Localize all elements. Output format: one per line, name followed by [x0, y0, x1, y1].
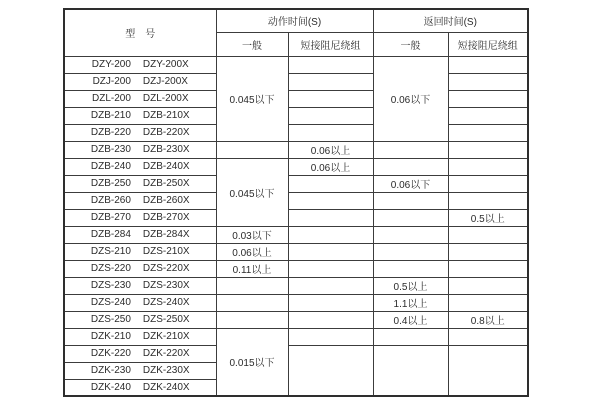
model-name-x: DZJ-200X: [142, 76, 188, 87]
return-damping-cell: [448, 56, 528, 73]
return-damping-cell: [448, 124, 528, 141]
model-name-x: DZB-284X: [142, 229, 190, 240]
table-row: [64, 141, 528, 158]
table-row: [64, 56, 528, 73]
table-row: [64, 175, 528, 192]
return-general-cell: [373, 328, 448, 345]
model-name-x: DZS-220X: [142, 263, 190, 274]
model-name-x: DZS-240X: [142, 297, 190, 308]
action-damping-cell: [288, 90, 373, 107]
action-damping-cell: [288, 260, 373, 277]
model-cell: [64, 379, 216, 396]
model-cell: [64, 107, 216, 124]
col-header-action-general: 一般: [216, 32, 288, 56]
return-damping-cell: [448, 226, 528, 243]
action-general-cell: 0.015以下: [216, 328, 288, 396]
model-name: DZS-220: [90, 263, 131, 274]
table-row: [64, 277, 528, 294]
return-general-cell: 1.1以上: [373, 294, 448, 311]
return-damping-cell: [448, 73, 528, 90]
return-damping-cell: 0.8以上: [448, 311, 528, 328]
model-name-x: DZK-210X: [142, 331, 190, 342]
action-damping-cell: [288, 294, 373, 311]
action-general-cell: 0.045以下: [216, 158, 288, 226]
model-name-x: DZS-210X: [142, 246, 190, 257]
col-header-action-time: 动作时间(S): [216, 9, 373, 32]
model-name: DZK-210: [90, 331, 131, 342]
model-cell: [64, 90, 216, 107]
return-general-cell: 0.4以上: [373, 311, 448, 328]
table-row: [64, 226, 528, 243]
return-damping-cell: [448, 243, 528, 260]
action-damping-cell: [288, 328, 373, 345]
table-row: [64, 73, 528, 90]
model-cell: [64, 294, 216, 311]
model-cell: [64, 260, 216, 277]
return-general-cell: [373, 141, 448, 158]
model-name-x: DZB-260X: [142, 195, 190, 206]
action-general-cell: [216, 141, 288, 158]
model-name: DZB-270: [90, 212, 131, 223]
action-general-cell: 0.045以下: [216, 56, 288, 141]
model-name: DZK-240: [90, 381, 131, 393]
col-header-return-general: 一般: [373, 32, 448, 56]
return-damping-cell: [448, 192, 528, 209]
col-header-model: 型 号: [64, 9, 216, 56]
return-damping-cell: [448, 107, 528, 124]
action-damping-cell: [288, 243, 373, 260]
return-damping-cell: [448, 90, 528, 107]
return-damping-cell: [448, 158, 528, 175]
return-general-cell: 0.5以上: [373, 277, 448, 294]
action-general-cell: [216, 277, 288, 294]
relay-timing-spec-table: [63, 8, 529, 397]
action-damping-cell: [288, 175, 373, 192]
return-general-cell: [373, 209, 448, 226]
return-damping-cell: [448, 277, 528, 294]
model-name-x: DZB-230X: [142, 144, 190, 155]
model-name-x: DZS-250X: [142, 314, 190, 325]
model-name: DZB-240: [90, 161, 131, 172]
model-name: DZS-250: [90, 314, 131, 325]
model-name: DZS-230: [90, 280, 131, 291]
return-damping-cell: [448, 260, 528, 277]
action-damping-cell: 0.06以上: [288, 158, 373, 175]
model-cell: [64, 192, 216, 209]
return-damping-cell: [448, 328, 528, 345]
action-damping-cell: [288, 226, 373, 243]
model-name: DZB-250: [90, 178, 131, 189]
action-damping-cell: [288, 277, 373, 294]
header-row-1: [64, 9, 528, 32]
col-header-return-time: 返回时间(S): [373, 9, 528, 32]
model-name: DZS-240: [90, 297, 131, 308]
model-cell: [64, 56, 216, 73]
action-damping-cell: [288, 56, 373, 73]
action-damping-cell: [288, 124, 373, 141]
model-name: DZB-260: [90, 195, 131, 206]
action-general-cell: 0.03以下: [216, 226, 288, 243]
model-name-x: DZY-200X: [142, 59, 189, 70]
model-name-x: DZS-230X: [142, 280, 190, 291]
model-name-x: DZB-210X: [142, 110, 190, 121]
model-name-x: DZK-240X: [142, 381, 190, 393]
model-name: DZY-200: [91, 59, 131, 70]
return-general-cell: [373, 243, 448, 260]
model-name: DZL-200: [92, 93, 131, 104]
model-name-x: DZK-230X: [142, 365, 190, 376]
model-cell: [64, 345, 216, 362]
col-header-action-damping: 短接阻尼绕组: [288, 32, 373, 56]
table-row: [64, 260, 528, 277]
model-cell: [64, 73, 216, 90]
return-general-cell: 0.06以下: [373, 56, 448, 141]
action-damping-cell: [288, 192, 373, 209]
table-row: [64, 90, 528, 107]
action-general-cell: [216, 311, 288, 328]
action-damping-cell: [288, 311, 373, 328]
model-name-x: DZB-240X: [142, 161, 190, 172]
return-general-cell: 0.06以下: [373, 175, 448, 192]
table-row: [64, 345, 528, 362]
model-cell: [64, 277, 216, 294]
return-general-cell: [373, 260, 448, 277]
model-name-x: DZL-200X: [142, 93, 189, 104]
table-row: [64, 328, 528, 345]
table-row: [64, 209, 528, 226]
model-name: DZB-210: [90, 110, 131, 121]
model-name: DZB-230: [90, 144, 131, 155]
table-row: [64, 311, 528, 328]
model-cell: [64, 226, 216, 243]
model-name-x: DZB-220X: [142, 127, 190, 138]
return-general-cell: [373, 345, 448, 396]
return-damping-cell: [448, 294, 528, 311]
action-damping-cell: 0.06以上: [288, 141, 373, 158]
model-cell: [64, 243, 216, 260]
model-cell: [64, 311, 216, 328]
model-name: DZK-220: [90, 348, 131, 359]
model-cell: [64, 328, 216, 345]
action-damping-cell: [288, 107, 373, 124]
table-row: [64, 158, 528, 175]
model-cell: [64, 124, 216, 141]
return-damping-cell: [448, 141, 528, 158]
model-name: DZB-284: [90, 229, 131, 240]
model-cell: [64, 158, 216, 175]
model-name: DZB-220: [90, 127, 131, 138]
model-name: DZS-210: [90, 246, 131, 257]
table-row: [64, 192, 528, 209]
action-general-cell: 0.06以上: [216, 243, 288, 260]
return-general-cell: [373, 226, 448, 243]
action-general-cell: 0.11以上: [216, 260, 288, 277]
return-damping-cell: 0.5以上: [448, 209, 528, 226]
model-name-x: DZB-250X: [142, 178, 190, 189]
table-row: [64, 294, 528, 311]
return-general-cell: [373, 158, 448, 175]
action-general-cell: [216, 294, 288, 311]
model-cell: [64, 175, 216, 192]
action-damping-cell: [288, 73, 373, 90]
model-name-x: DZK-220X: [142, 348, 190, 359]
model-name: DZK-230: [90, 365, 131, 376]
action-damping-cell: [288, 345, 373, 396]
model-cell: [64, 141, 216, 158]
table-row: [64, 243, 528, 260]
return-general-cell: [373, 192, 448, 209]
return-damping-cell: [448, 175, 528, 192]
table-row: [64, 124, 528, 141]
table-row: [64, 107, 528, 124]
model-name: DZJ-200: [92, 76, 131, 87]
col-header-return-damping: 短接阻尼绕组: [448, 32, 528, 56]
model-cell: [64, 209, 216, 226]
return-damping-cell: [448, 345, 528, 396]
model-name-x: DZB-270X: [142, 212, 190, 223]
action-damping-cell: [288, 209, 373, 226]
model-cell: [64, 362, 216, 379]
